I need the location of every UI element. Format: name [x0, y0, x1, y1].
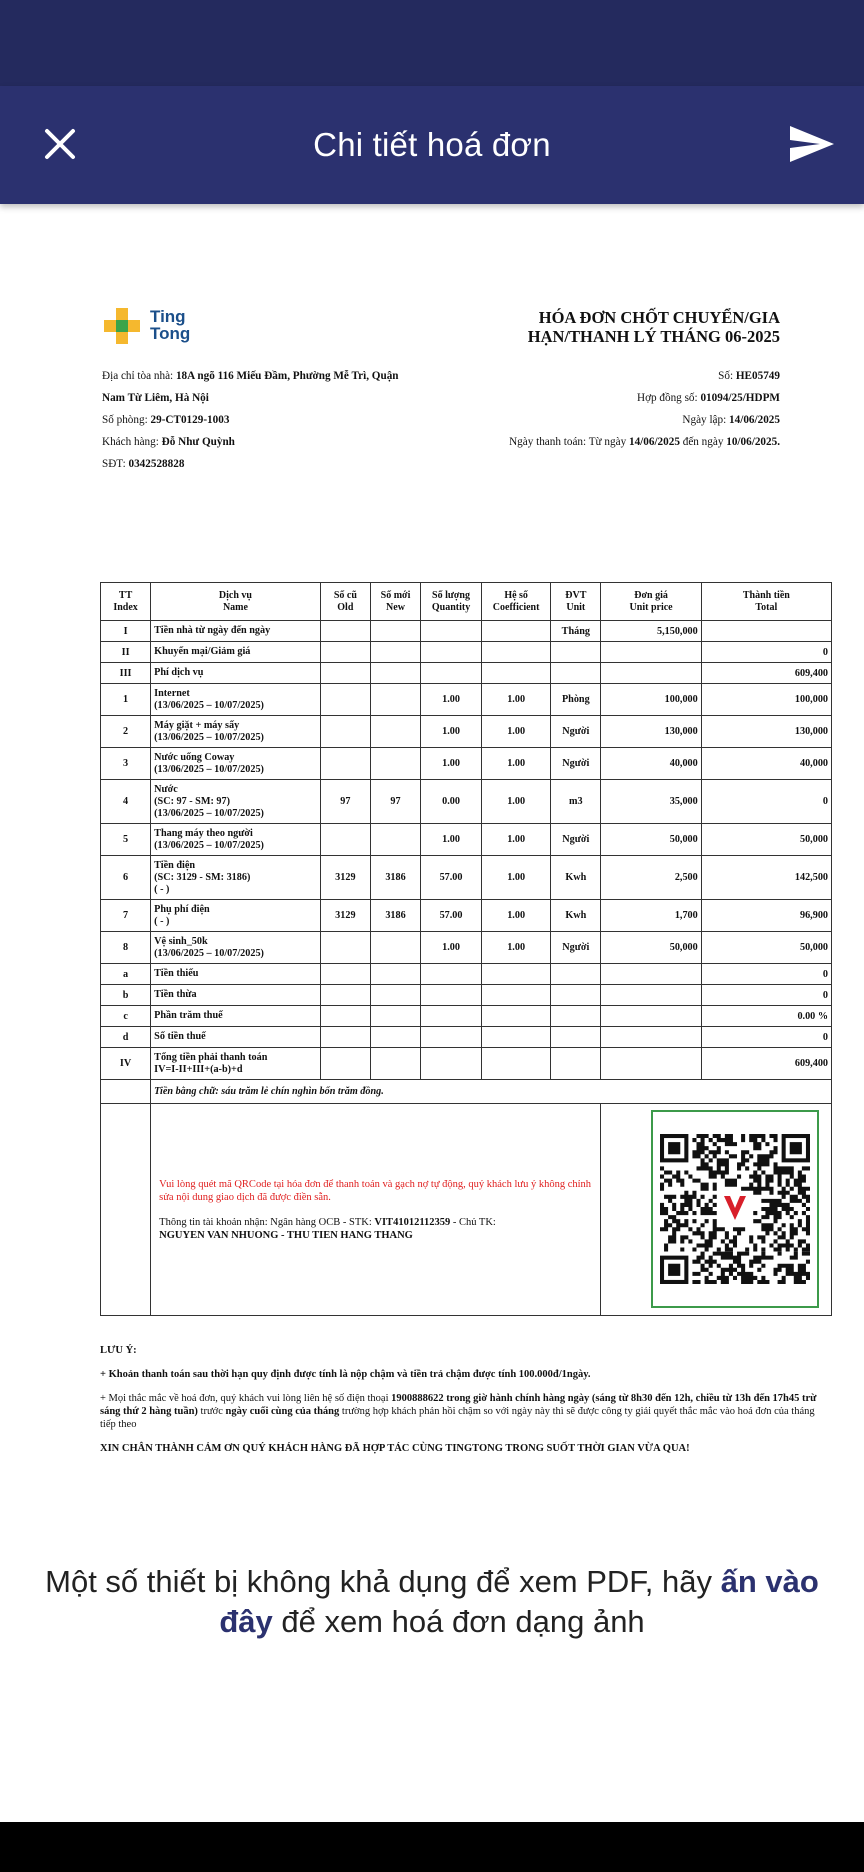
column-header-line2: Index [113, 601, 138, 613]
words-index-cell [101, 1080, 151, 1104]
system-nav-bar [0, 1822, 864, 1872]
cell-name [151, 932, 321, 964]
cell-old [320, 748, 370, 780]
service-name-line: (13/06/2025 – 10/07/2025) [154, 763, 264, 775]
address-value-line2: Nam Từ Liêm, Hà Nội [102, 392, 209, 404]
address-value: 18A ngõ 116 Miếu Đầm, Phường Mễ Trì, Quận [175, 370, 399, 382]
cell-name [151, 684, 321, 716]
cell-qty [421, 1006, 482, 1027]
note-contact-b: 1900888622 trong giờ hành chính hàng ngày (sáng từ 8h30 đến 12h, chiều từ 13h đến 17h45 trừ sáng thứ 2 hàng tuần) [100, 1393, 817, 1417]
table-header-row [101, 583, 832, 621]
service-name-line: Vệ sinh_50k [154, 935, 208, 947]
cell-qty: 57.00 [421, 900, 482, 932]
cell-coef: 1.00 [481, 932, 550, 964]
cell-qty: 57.00 [421, 856, 482, 900]
service-name-line: Số tiền thuế [154, 1031, 206, 1042]
cell-old [320, 964, 370, 985]
cell-qty [421, 642, 482, 663]
notes-title: LƯU Ý: [100, 1345, 137, 1356]
thanks-message: XIN CHÂN THÀNH CẢM ƠN QUÝ KHÁCH HÀNG ĐÃ HỢP TÁC CÙNG TINGTONG TRONG SUỐT THỜI GIAN VỪA QUA! [100, 1443, 690, 1454]
cell-new [370, 1048, 420, 1080]
cell-old [320, 985, 370, 1006]
cell-old [320, 1006, 370, 1027]
cell-total: 130,000 [701, 716, 831, 748]
column-header-line2: Name [222, 601, 248, 613]
cell-total: 40,000 [701, 748, 831, 780]
cell-name [151, 1006, 321, 1027]
cell-old: 97 [320, 780, 370, 824]
fallback-text-after: để xem hoá đơn dạng ảnh [272, 1604, 645, 1639]
invoice-document [100, 304, 832, 1454]
cell-coef [481, 985, 550, 1006]
customer-label: Khách hàng: [102, 436, 159, 448]
cell-coef [481, 621, 550, 642]
cell-total: 609,400 [701, 1048, 831, 1080]
cell-price: 2,500 [601, 856, 701, 900]
cell-idx: 1 [101, 684, 151, 716]
service-name-line: Tiền thừa [154, 989, 197, 1000]
close-button[interactable] [30, 114, 90, 174]
column-header-line2: Coefficient [492, 601, 540, 613]
cell-name [151, 1048, 321, 1080]
contract-value: 01094/25/HDPM [700, 392, 780, 404]
cell-idx: 2 [101, 716, 151, 748]
cell-coef [481, 663, 550, 684]
service-name-line: Máy giặt + máy sấy [154, 719, 240, 731]
logo-text-line2: Tong [150, 324, 191, 343]
amount-in-words-row [101, 1080, 832, 1104]
cell-coef [481, 964, 550, 985]
room-line [102, 414, 229, 426]
invoice-number-line [718, 370, 780, 382]
room-label: Số phòng: [102, 414, 148, 426]
column-header-line1: Số cũ [333, 589, 357, 601]
cell-total [701, 621, 831, 642]
cell-old: 3129 [320, 856, 370, 900]
cell-price [601, 985, 701, 1006]
logo-text [150, 308, 190, 342]
phone-label: SĐT: [102, 458, 126, 470]
table-row [101, 780, 832, 824]
table-row [101, 621, 832, 642]
column-header-line1: Số mới [380, 589, 411, 601]
cell-new [370, 1027, 420, 1048]
table-row [101, 642, 832, 663]
cell-qty: 1.00 [421, 748, 482, 780]
service-name-line: (SC: 97 - SM: 97) [154, 795, 230, 807]
invoice-number-value: HE05749 [735, 370, 780, 382]
cell-idx: a [101, 964, 151, 985]
cell-qty [421, 663, 482, 684]
cell-qty: 1.00 [421, 684, 482, 716]
phone-value: 0342528828 [128, 458, 185, 470]
service-name-line: IV=I-II+III+(a-b)+d [154, 1063, 243, 1075]
status-bar [0, 0, 864, 86]
pdf-fallback-message [30, 1562, 834, 1642]
logo-text-line1: Ting [150, 307, 186, 326]
cell-name [151, 856, 321, 900]
service-name-line: Tiền điện [154, 859, 196, 871]
cell-unit [551, 663, 601, 684]
cell-price [601, 1006, 701, 1027]
service-name-line: Nước [154, 783, 178, 795]
cell-qty: 1.00 [421, 716, 482, 748]
column-header [481, 583, 550, 621]
cell-total: 96,900 [701, 900, 831, 932]
cell-new [370, 932, 420, 964]
service-name-line: Tổng tiền phải thanh toán [154, 1051, 268, 1063]
service-name-line: Tiền nhà từ ngày đến ngày [154, 625, 271, 636]
cell-price: 1,700 [601, 900, 701, 932]
cell-new [370, 621, 420, 642]
payment-row [101, 1104, 832, 1316]
column-header [601, 583, 701, 621]
cell-new: 3186 [370, 856, 420, 900]
cell-new [370, 642, 420, 663]
cell-new [370, 748, 420, 780]
column-header [421, 583, 482, 621]
qr-code-frame[interactable] [651, 1110, 819, 1308]
service-name-line: (13/06/2025 – 10/07/2025) [154, 839, 264, 851]
date-value: 14/06/2025 [729, 414, 780, 426]
cell-idx: II [101, 642, 151, 663]
cell-price: 35,000 [601, 780, 701, 824]
service-name-line: Phần trăm thuế [154, 1010, 223, 1021]
service-name-line: Khuyến mại/Giảm giá [154, 646, 251, 657]
cell-idx: IV [101, 1048, 151, 1080]
table-row [101, 964, 832, 985]
cell-name [151, 964, 321, 985]
cell-new [370, 964, 420, 985]
cell-coef: 1.00 [481, 748, 550, 780]
payment-period-label: Ngày thanh toán: Từ ngày [509, 436, 627, 448]
note-contact [100, 1392, 832, 1431]
cell-price: 40,000 [601, 748, 701, 780]
date-line [682, 414, 780, 426]
cell-price: 130,000 [601, 716, 701, 748]
cell-unit [551, 1027, 601, 1048]
column-header-line2: Old [337, 601, 354, 613]
cell-name [151, 716, 321, 748]
room-value: 29-CT0129-1003 [150, 414, 230, 426]
qr-instruction: Vui lòng quét mã QRCode tại hóa đơn để thanh toán và gạch nợ tự động, quý khách lưu ý không chỉnh sửa nội dung giao dịch đã được điền sẵn. [159, 1178, 592, 1203]
cell-old [320, 621, 370, 642]
cell-coef: 1.00 [481, 716, 550, 748]
phone-line [102, 458, 184, 470]
cell-new [370, 684, 420, 716]
cell-price: 100,000 [601, 684, 701, 716]
cell-total: 0 [701, 964, 831, 985]
payment-to: 10/06/2025. [726, 436, 780, 448]
column-header-line1: TT [118, 589, 133, 601]
date-label: Ngày lập: [682, 414, 727, 426]
cell-qty [421, 1048, 482, 1080]
app-header [0, 86, 864, 204]
bank-suffix: - Chủ TK: [452, 1216, 496, 1228]
table-row [101, 985, 832, 1006]
cell-total: 142,500 [701, 856, 831, 900]
cell-idx: 8 [101, 932, 151, 964]
invoice-title [528, 308, 780, 346]
cell-unit: Kwh [551, 900, 601, 932]
invoice-info [100, 364, 832, 472]
column-header-line1: Hệ số [504, 589, 528, 601]
cell-coef [481, 1027, 550, 1048]
cell-name [151, 748, 321, 780]
cell-total: 0 [701, 642, 831, 663]
address-label: Địa chỉ tòa nhà: [102, 370, 174, 382]
cell-coef: 1.00 [481, 900, 550, 932]
cell-coef [481, 1048, 550, 1080]
address-line2 [102, 392, 209, 404]
cell-total: 0 [701, 780, 831, 824]
service-name-line: Tiền thiếu [154, 968, 199, 979]
cell-coef [481, 1006, 550, 1027]
column-header-line1: Số lượng [432, 589, 470, 601]
table-row [101, 1006, 832, 1027]
cell-coef [481, 642, 550, 663]
amount-words-label: Tiền bằng chữ: [154, 1086, 219, 1097]
cell-name [151, 642, 321, 663]
service-name-line: Nước uống Coway [154, 751, 235, 763]
table-row [101, 1027, 832, 1048]
table-row [101, 824, 832, 856]
cell-idx: 4 [101, 780, 151, 824]
bank-owner: NGUYEN VAN NHUONG - THU TIEN HANG THANG [159, 1229, 413, 1241]
cell-unit: Tháng [551, 621, 601, 642]
invoice-table [100, 582, 832, 1316]
table-row [101, 856, 832, 900]
send-button[interactable] [780, 114, 844, 174]
cell-qty [421, 621, 482, 642]
payment-period-line [509, 436, 780, 448]
table-row [101, 900, 832, 932]
cell-old [320, 716, 370, 748]
cell-price: 50,000 [601, 824, 701, 856]
cell-idx: 6 [101, 856, 151, 900]
cell-unit: Kwh [551, 856, 601, 900]
cell-idx: 5 [101, 824, 151, 856]
bank-info [159, 1216, 592, 1242]
cell-price [601, 1027, 701, 1048]
cell-idx: d [101, 1027, 151, 1048]
cell-unit [551, 642, 601, 663]
cell-qty: 1.00 [421, 824, 482, 856]
table-row [101, 1048, 832, 1080]
note-contact-e: trường hợp khách phản hồi chậm so với ngày này thì sẽ được công ty giải quyết thắc mắc vào hoá đơn của tháng tiếp theo [100, 1406, 815, 1430]
cell-old: 3129 [320, 900, 370, 932]
cell-new: 97 [370, 780, 420, 824]
invoice-title-line2: HẠN/THANH LÝ THÁNG 06-2025 [527, 327, 780, 346]
cell-new: 3186 [370, 900, 420, 932]
cell-name [151, 780, 321, 824]
cell-qty [421, 985, 482, 1006]
cell-unit: Người [551, 932, 601, 964]
send-icon [788, 124, 836, 164]
cell-total: 50,000 [701, 824, 831, 856]
cell-unit [551, 985, 601, 1006]
column-header [701, 583, 831, 621]
notes-section [100, 1344, 832, 1466]
payment-index-cell [101, 1104, 151, 1316]
cell-name [151, 1027, 321, 1048]
service-name-line: (13/06/2025 – 10/07/2025) [154, 699, 264, 711]
cell-price [601, 964, 701, 985]
cell-unit: Người [551, 824, 601, 856]
column-header [151, 583, 321, 621]
column-header-line1: ĐVT [565, 589, 587, 601]
cell-idx: 7 [101, 900, 151, 932]
invoice-header [100, 304, 832, 364]
cell-unit [551, 964, 601, 985]
note-contact-a: + Mọi thắc mắc về hoá đơn, quý khách vui lòng liên hệ số điện thoại [100, 1393, 389, 1404]
column-header-line2: New [386, 601, 405, 613]
cell-old [320, 663, 370, 684]
cell-price: 5,150,000 [601, 621, 701, 642]
pdf-viewer[interactable] [0, 204, 864, 1504]
cell-idx: III [101, 663, 151, 684]
cell-total: 0 [701, 1027, 831, 1048]
cell-new [370, 985, 420, 1006]
column-header-line2: Unit price [629, 601, 673, 613]
service-name-line: ( - ) [154, 883, 170, 895]
column-header-line1: Đơn giá [634, 589, 668, 601]
view-image-link[interactable]: ấn vào đây [219, 1564, 819, 1639]
cell-unit [551, 1006, 601, 1027]
qr-cell [601, 1104, 832, 1316]
contract-line [637, 392, 780, 404]
cell-unit: Người [551, 716, 601, 748]
table-row [101, 684, 832, 716]
cell-name [151, 985, 321, 1006]
cell-old [320, 642, 370, 663]
cell-qty [421, 1027, 482, 1048]
cell-name [151, 900, 321, 932]
cell-new [370, 663, 420, 684]
cell-total: 100,000 [701, 684, 831, 716]
cell-name [151, 663, 321, 684]
table-row [101, 748, 832, 780]
service-name-line: (SC: 3129 - SM: 3186) [154, 871, 251, 883]
column-header [370, 583, 420, 621]
cell-total: 609,400 [701, 663, 831, 684]
cell-coef: 1.00 [481, 780, 550, 824]
cell-new [370, 1006, 420, 1027]
cell-new [370, 824, 420, 856]
payment-info-cell [151, 1104, 601, 1316]
cell-total: 0 [701, 985, 831, 1006]
amount-in-words [151, 1080, 832, 1104]
column-header [101, 583, 151, 621]
cell-unit: Người [551, 748, 601, 780]
column-header-line2: Unit [566, 601, 586, 613]
amount-words-value: sáu trăm lẻ chín nghìn bốn trăm đồng. [221, 1086, 384, 1097]
invoice-number-label: Số: [718, 370, 734, 382]
cell-idx: 3 [101, 748, 151, 780]
cell-unit: Phòng [551, 684, 601, 716]
cell-name [151, 621, 321, 642]
payment-mid: đến ngày [682, 436, 724, 448]
cell-idx: I [101, 621, 151, 642]
qr-code-icon [660, 1134, 810, 1284]
table-row [101, 716, 832, 748]
column-header-line2: Quantity [431, 601, 471, 613]
close-icon [43, 127, 77, 161]
column-header-line1: Dịch vụ [218, 589, 252, 601]
cell-qty: 1.00 [421, 932, 482, 964]
cell-unit: m3 [551, 780, 601, 824]
customer-line [102, 436, 235, 448]
fallback-text-before: Một số thiết bị không khả dụng để xem PDF, hãy [45, 1564, 721, 1599]
table-row [101, 932, 832, 964]
cell-coef: 1.00 [481, 824, 550, 856]
cell-unit [551, 1048, 601, 1080]
cell-coef: 1.00 [481, 856, 550, 900]
customer-value: Đỗ Như Quỳnh [161, 436, 235, 448]
cell-idx: c [101, 1006, 151, 1027]
cell-qty: 0.00 [421, 780, 482, 824]
address-line1 [102, 370, 399, 382]
cell-qty [421, 964, 482, 985]
invoice-title-line1: HÓA ĐƠN CHỐT CHUYỂN/GIA [538, 308, 780, 327]
cell-old [320, 824, 370, 856]
payment-from: 14/06/2025 [628, 436, 680, 448]
column-header-line1: Thành tiền [742, 589, 790, 601]
service-name-line: (13/06/2025 – 10/07/2025) [154, 947, 264, 959]
cell-idx: b [101, 985, 151, 1006]
cell-price [601, 1048, 701, 1080]
cell-old [320, 1048, 370, 1080]
cell-new [370, 716, 420, 748]
cell-price [601, 663, 701, 684]
note-late-payment: + Khoản thanh toán sau thời hạn quy định được tính là nộp chậm và tiền trả chậm được tính 100.000đ/1ngày. [100, 1369, 591, 1380]
cell-total: 50,000 [701, 932, 831, 964]
bank-account: VIT41012112359 [374, 1216, 451, 1228]
note-contact-d: ngày cuối cùng của tháng [225, 1406, 340, 1417]
cell-old [320, 932, 370, 964]
cell-price: 50,000 [601, 932, 701, 964]
column-header [320, 583, 370, 621]
page-title: Chi tiết hoá đơn [313, 126, 551, 163]
cell-coef: 1.00 [481, 684, 550, 716]
cell-old [320, 1027, 370, 1048]
service-name-line: (13/06/2025 – 10/07/2025) [154, 731, 264, 743]
column-header [551, 583, 601, 621]
cell-old [320, 684, 370, 716]
service-name-line: Internet [154, 687, 190, 699]
service-name-line: (13/06/2025 – 10/07/2025) [154, 807, 264, 819]
contract-label: Hợp đồng số: [637, 392, 698, 404]
cell-total: 0.00 % [701, 1006, 831, 1027]
column-header-line2: Total [755, 601, 778, 613]
service-name-line: ( - ) [154, 915, 170, 927]
service-name-line: Phụ phí điện [154, 903, 210, 915]
bank-prefix: Thông tin tài khoản nhận: Ngân hàng OCB - STK: [159, 1216, 372, 1228]
note-contact-c: trước [200, 1406, 223, 1417]
service-name-line: Thang máy theo người [154, 827, 253, 839]
service-name-line: Phí dịch vụ [154, 667, 204, 678]
cell-name [151, 824, 321, 856]
cell-price [601, 642, 701, 663]
table-row [101, 663, 832, 684]
